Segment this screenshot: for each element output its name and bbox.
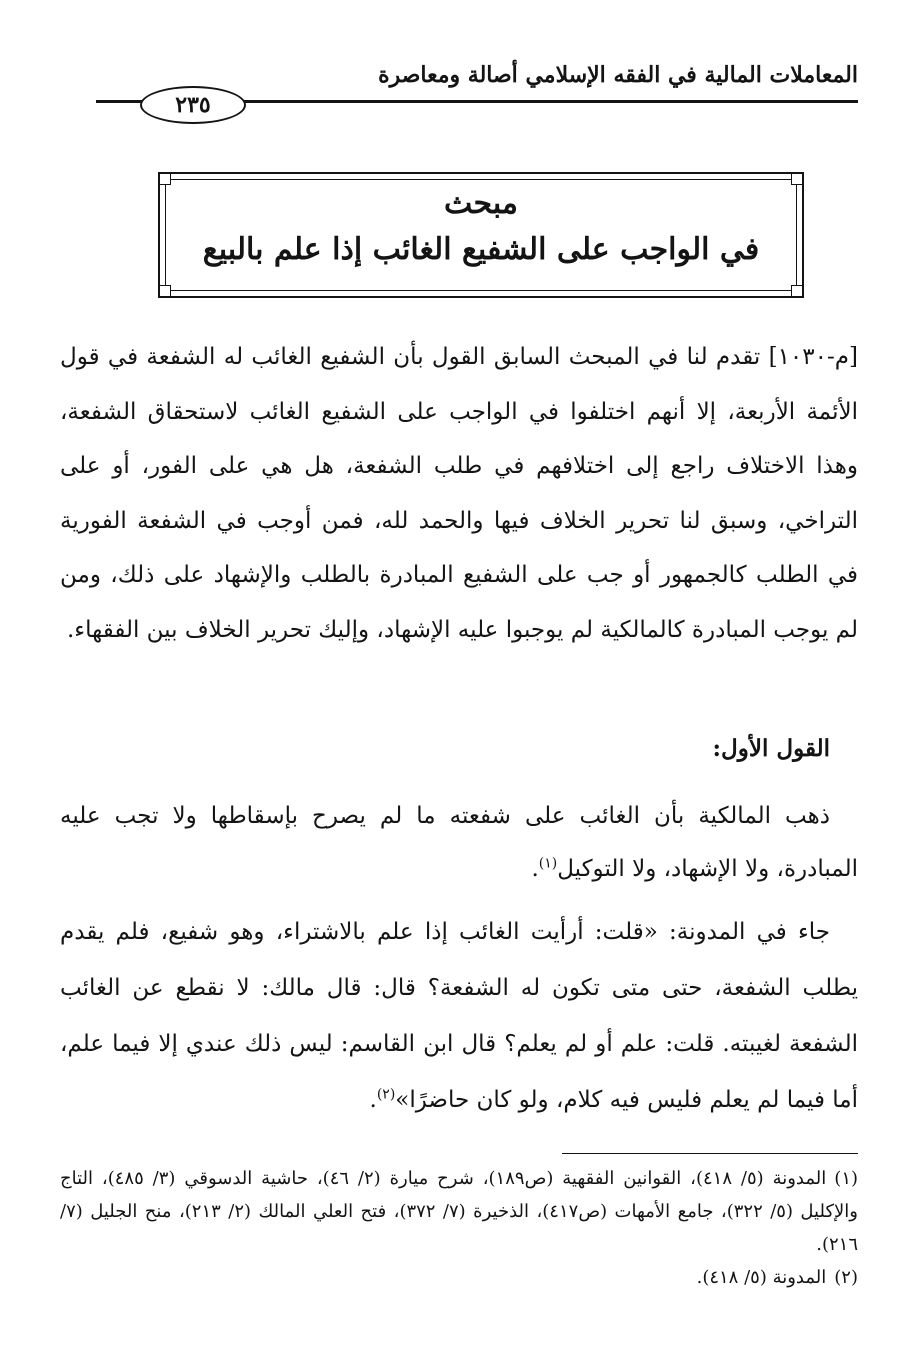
paragraph-mudawwana-quote: [60, 904, 858, 1128]
footnote-reference[interactable]: (١): [538, 855, 558, 872]
footnote-item: [60, 1162, 858, 1261]
paragraph-end: .: [531, 856, 539, 882]
paragraph-intro: [م-١٠٣٠] تقدم لنا في المبحث السابق القول بأن الشفيع الغائب له الشفعة في قول الأئمة الأربعة، إلا أنهم اختلفوا في الواجب على الشفيع الغائب لاستحقاق الشفعة، وهذا الاختلاف راجع إلى اختلافهم في طلب الشفعة، هل هي على الفور، أو على التراخي، وسبق لنا تحرير الخلاف فيها والحمد لله، فمن أوجب في الشفعة الفورية في الطلب كالجمهور أو جب على الشفيع المبادرة بالطلب والإشهاد على ذلك، ومن لم يوجب المبادرة كالمالكية لم يوجبوا عليه الإشهاد، وإليك تحرير الخلاف بين الفقهاء.: [60, 344, 858, 643]
footnote-number: (١): [834, 1168, 859, 1189]
footnotes: [60, 1162, 858, 1294]
footnote-text: المدونة (٥/ ٤١٨).: [696, 1267, 827, 1288]
paragraph-end: .: [369, 1087, 377, 1113]
running-header-title: المعاملات المالية في الفقه الإسلامي أصالة ومعاصرة: [378, 62, 858, 88]
section-label: مبحث: [444, 186, 518, 221]
paragraph-text: ذهب المالكية بأن الغائب على شفعته ما لم يصرح بإسقاطها ولا تجب عليه المبادرة، ولا الإشهاد، ولا التوكيل: [60, 803, 858, 882]
frame-corner-ornament: [159, 173, 171, 185]
frame-corner-ornament: [791, 173, 803, 185]
frame-corner-ornament: [159, 285, 171, 297]
footnote-reference[interactable]: (٢): [376, 1086, 396, 1103]
footnote-separator: [562, 1153, 858, 1154]
frame-corner-ornament: [791, 285, 803, 297]
section-title-box: [158, 172, 804, 298]
footnote-item: [60, 1261, 858, 1294]
footnote-text: المدونة (٥/ ٤١٨)، القوانين الفقهية (ص١٨٩)، شرح ميارة (٢/ ٤٦)، حاشية الدسوقي (٣/ ٤٨٥)، التاج والإكليل (٥/ ٣٢٢)، جامع الأمهات (ص٤١٧)، الذخيرة (٧/ ٣٧٢)، فتح العلي المالك (٢/ ٢١٣)، منح الجليل (٧/ ٢١٦).: [60, 1168, 858, 1255]
subheading-first-opinion: القول الأول:: [712, 735, 830, 762]
footnote-number: (٢): [834, 1267, 858, 1288]
paragraph-text: جاء في المدونة: «قلت: أرأيت الغائب إذا علم بالاشتراء، وهو شفيع، فلم يقدم يطلب الشفعة، حتى متى تكون له الشفعة؟ قال: قال مالك: لا نقطع عن الغائب الشفعة لغيبته. قلت: علم أو لم يعلم؟ قال ابن القاسم: ليس ذلك عندي إلا فيما علم، أما فيما لم يعلم فليس فيه كلام، ولو كان حاضرًا»: [60, 919, 858, 1113]
page-number: ٢٣٥: [140, 86, 246, 124]
paragraph-maliki-view: [60, 790, 858, 896]
section-title: في الواجب على الشفيع الغائب إذا علم بالبيع: [202, 232, 760, 267]
